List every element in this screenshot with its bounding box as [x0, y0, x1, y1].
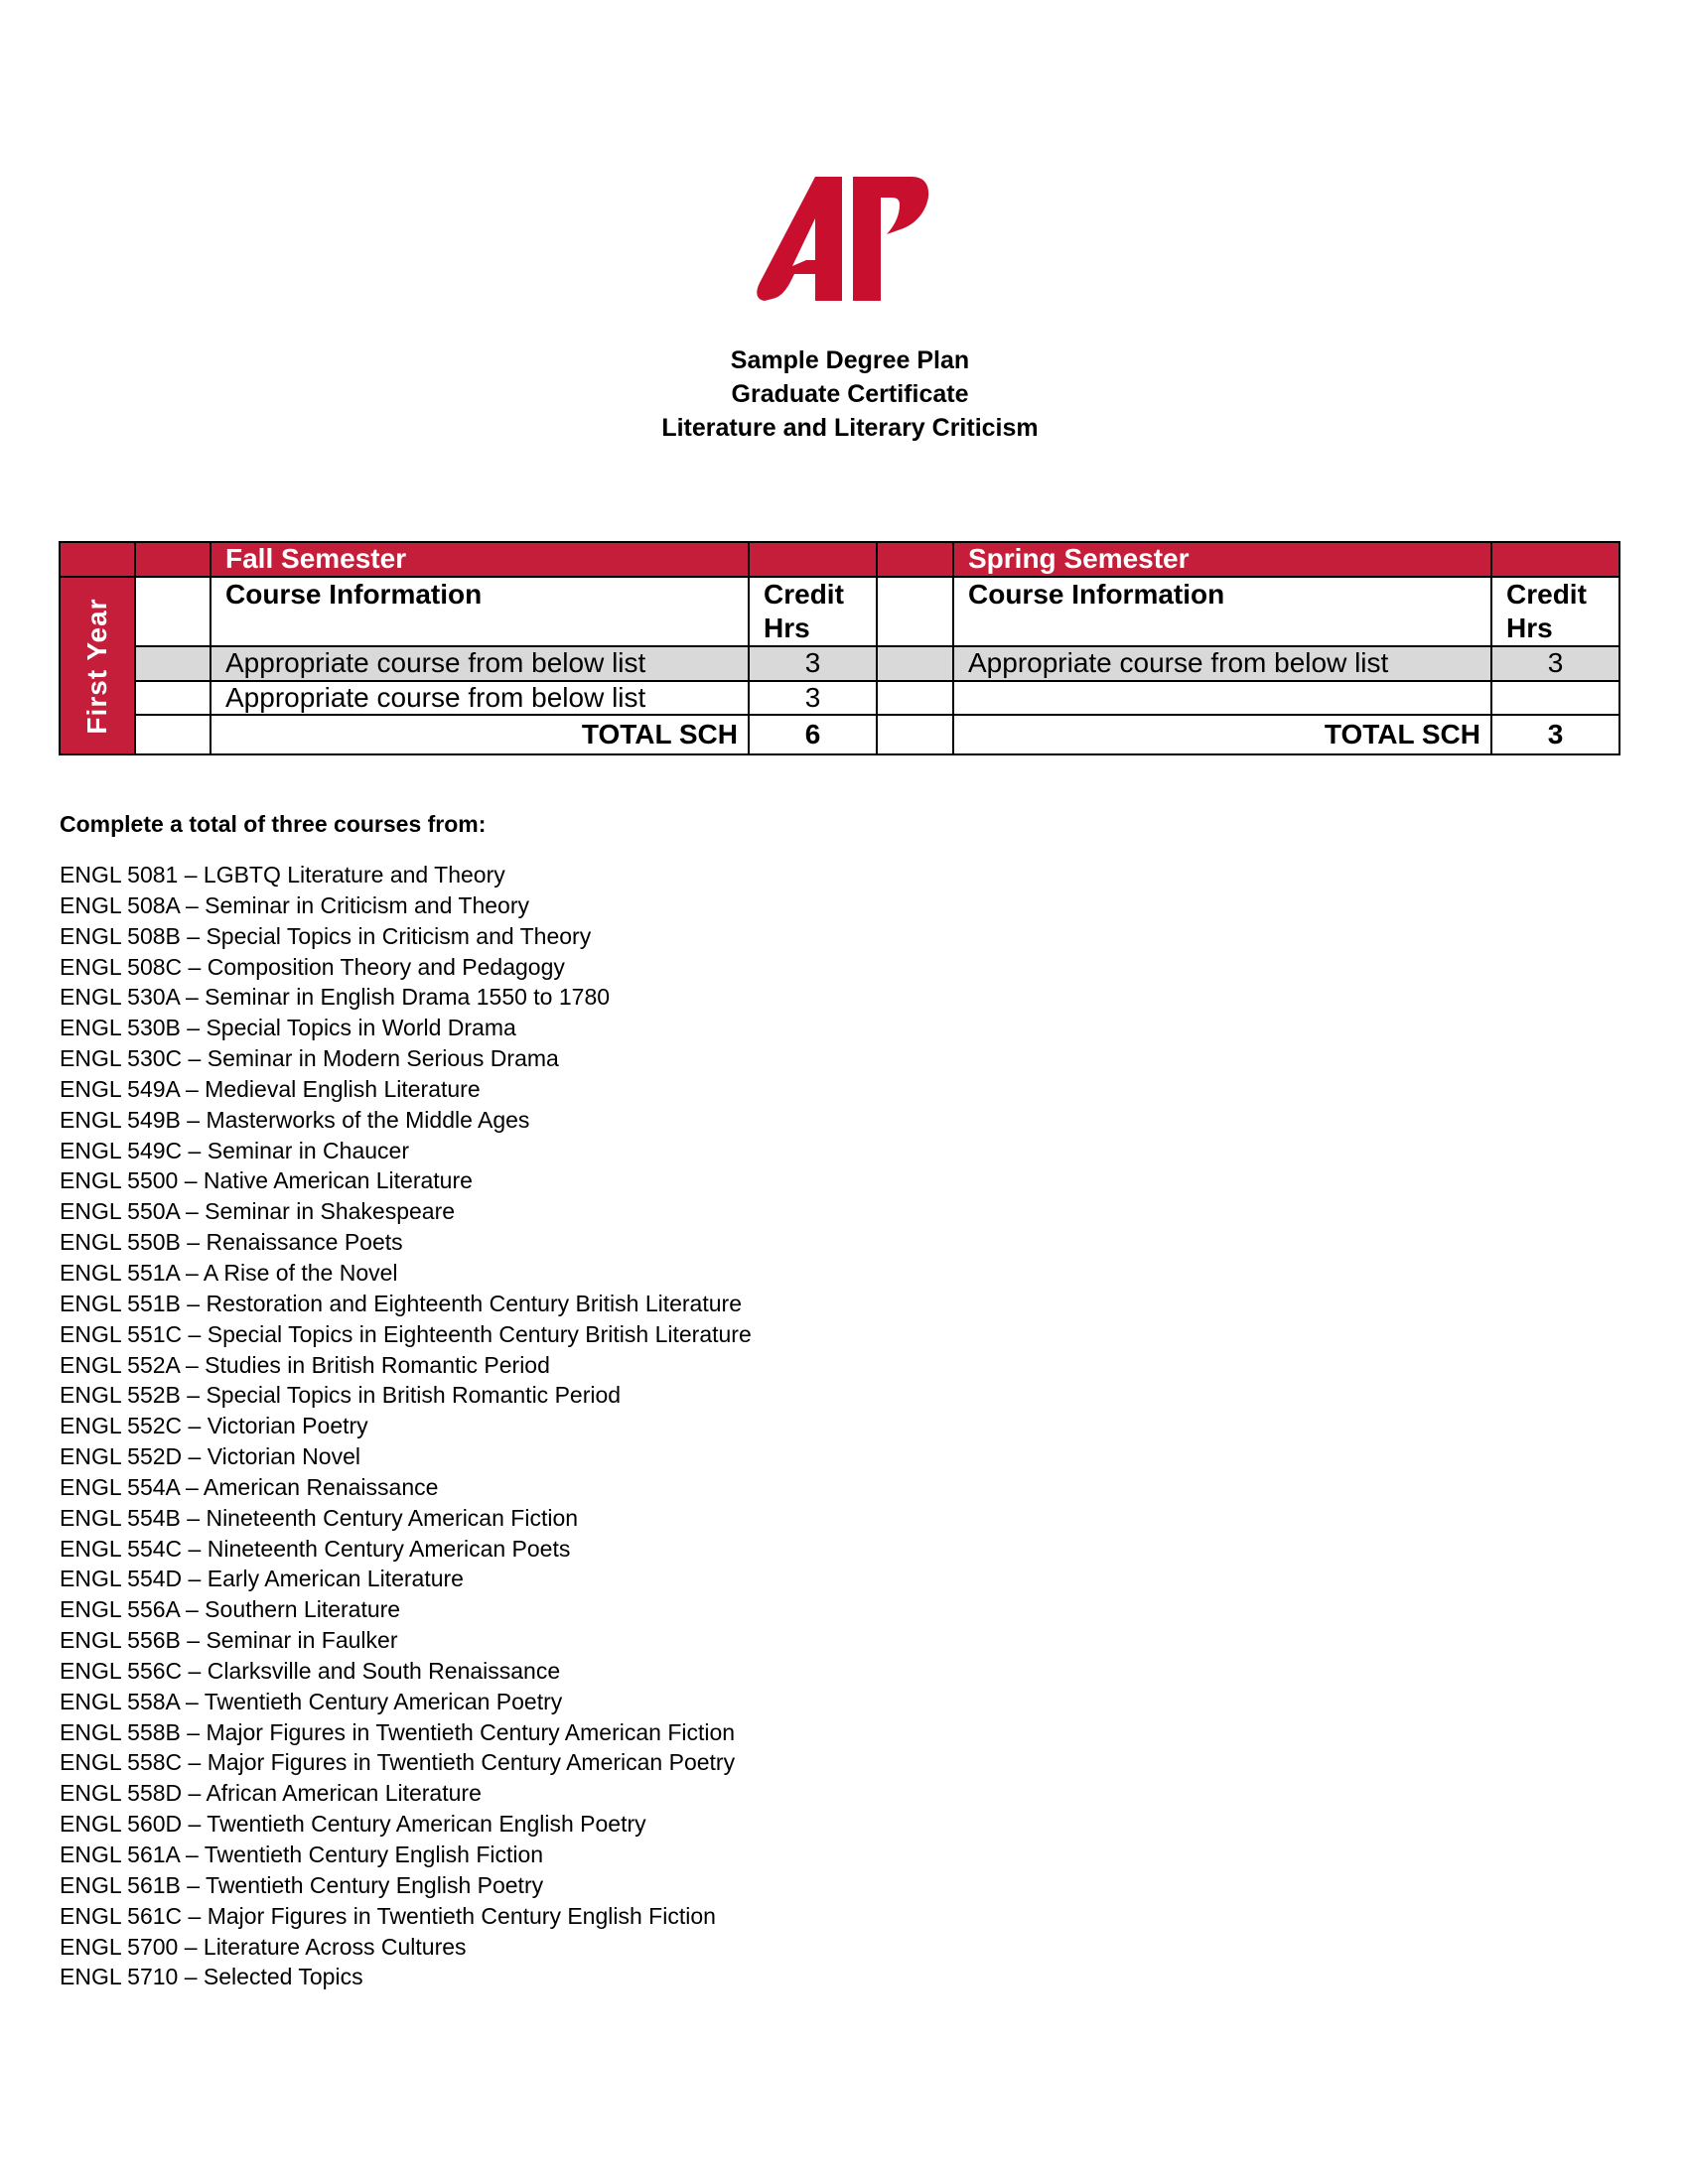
column-header-row [60, 577, 1619, 646]
course-list-item: ENGL 551B – Restoration and Eighteenth Century British Literature [60, 1290, 742, 1316]
spring-course-cell: Appropriate course from below list [953, 646, 1491, 681]
course-row-1 [60, 646, 1619, 681]
course-list-item: ENGL 551C – Special Topics in Eighteenth Century British Literature [60, 1320, 752, 1347]
course-list-item: ENGL 550B – Renaissance Poets [60, 1229, 403, 1256]
year-label: First Year [81, 597, 112, 735]
spring-total-value: 3 [1491, 715, 1619, 754]
course-list-item: ENGL 551A – A Rise of the Novel [60, 1259, 398, 1286]
course-list-item: ENGL 549A – Medieval English Literature [60, 1075, 481, 1102]
course-list-item: ENGL 556B – Seminar in Faulker [60, 1627, 398, 1654]
fall-credit-cell: 3 [749, 681, 877, 715]
course-list-item: ENGL 556C – Clarksville and South Renaissance [60, 1657, 561, 1684]
credit-label: Credit [1506, 579, 1587, 610]
course-list-item: ENGL 549B – Masterworks of the Middle Ages [60, 1106, 530, 1133]
fall-semester-header: Fall Semester [211, 542, 749, 577]
corner-cell [60, 542, 135, 577]
course-list-item: ENGL 554D – Early American Literature [60, 1566, 464, 1592]
requirements-heading: Complete a total of three courses from: [60, 811, 487, 837]
course-list-item: ENGL 558D – African American Literature [60, 1780, 482, 1807]
course-list-item: ENGL 561B – Twentieth Century English Poetry [60, 1871, 544, 1898]
course-list-item: ENGL 549C – Seminar in Chaucer [60, 1137, 409, 1163]
document-title [0, 343, 1688, 445]
course-row-2 [60, 681, 1619, 715]
course-list-item: ENGL 5081 – LGBTQ Literature and Theory [60, 862, 505, 887]
course-list-item: ENGL 554C – Nineteenth Century American Poets [60, 1535, 571, 1562]
total-row [60, 715, 1619, 754]
course-list [60, 860, 752, 1992]
course-list-item: ENGL 530C – Seminar in Modern Serious Drama [60, 1045, 559, 1072]
title-line-1: Sample Degree Plan [730, 346, 970, 374]
course-list-item: ENGL 561C – Major Figures in Twentieth Century English Fiction [60, 1902, 716, 1929]
course-list-item: ENGL 552A – Studies in British Romantic Period [60, 1351, 550, 1378]
spring-spacer-cell [877, 646, 953, 681]
logo-letter-a [757, 177, 842, 301]
semester-header-row [60, 542, 1619, 577]
spring-semester-header: Spring Semester [953, 542, 1491, 577]
course-list-item: ENGL 508B – Special Topics in Criticism and Theory [60, 922, 592, 949]
hrs-label: Hrs [1506, 613, 1553, 643]
fall-spacer-cell [135, 542, 211, 577]
course-list-item: ENGL 5710 – Selected Topics [60, 1964, 363, 1990]
university-logo-icon [745, 164, 943, 313]
fall-course-cell: Appropriate course from below list [211, 646, 749, 681]
title-line-2: Graduate Certificate [731, 380, 969, 408]
course-list-item: ENGL 508A – Seminar in Criticism and Theory [60, 891, 529, 918]
fall-total-label: TOTAL SCH [211, 715, 749, 754]
spring-total-label: TOTAL SCH [953, 715, 1491, 754]
hrs-label: Hrs [764, 613, 810, 643]
course-list-item: ENGL 560D – Twentieth Century American English Poetry [60, 1811, 646, 1838]
course-list-item: ENGL 552C – Victorian Poetry [60, 1413, 368, 1439]
spring-course-cell [953, 681, 1491, 715]
fall-spacer-cell [135, 577, 211, 646]
fall-credit-header-cell [749, 542, 877, 577]
course-list-item: ENGL 554A – American Renaissance [60, 1473, 439, 1500]
course-list-item: ENGL 530B – Special Topics in World Drama [60, 1015, 516, 1041]
course-list-item: ENGL 508C – Composition Theory and Pedagogy [60, 953, 565, 980]
spring-credit-hrs-header [1491, 577, 1619, 646]
course-list-item: ENGL 558C – Major Figures in Twentieth Century American Poetry [60, 1749, 736, 1776]
fall-credit-cell: 3 [749, 646, 877, 681]
spring-credit-header-cell [1491, 542, 1619, 577]
spring-credit-cell: 3 [1491, 646, 1619, 681]
course-list-item: ENGL 5700 – Literature Across Cultures [60, 1933, 467, 1960]
course-list-item: ENGL 550A – Seminar in Shakespeare [60, 1198, 456, 1225]
year-label-cell [60, 577, 135, 754]
fall-credit-hrs-header [749, 577, 877, 646]
fall-spacer-cell [135, 681, 211, 715]
course-list-item: ENGL 554B – Nineteenth Century American Fiction [60, 1504, 579, 1531]
credit-label: Credit [764, 579, 844, 610]
fall-course-info-header: Course Information [211, 577, 749, 646]
course-list-item: ENGL 530A – Seminar in English Drama 1550 to 1780 [60, 984, 611, 1011]
course-list-item: ENGL 552B – Special Topics in British Romantic Period [60, 1382, 622, 1409]
course-list-item: ENGL 558B – Major Figures in Twentieth Century American Fiction [60, 1718, 736, 1745]
course-list-item: ENGL 556A – Southern Literature [60, 1596, 401, 1623]
spring-course-info-header: Course Information [953, 577, 1491, 646]
fall-spacer-cell [135, 646, 211, 681]
course-list-item: ENGL 558A – Twentieth Century American Poetry [60, 1688, 563, 1714]
spring-credit-cell [1491, 681, 1619, 715]
course-list-item: ENGL 5500 – Native American Literature [60, 1167, 473, 1194]
course-list-item: ENGL 552D – Victorian Novel [60, 1443, 360, 1470]
spring-spacer-cell [877, 577, 953, 646]
fall-course-cell: Appropriate course from below list [211, 681, 749, 715]
spring-spacer-cell [877, 715, 953, 754]
fall-total-value: 6 [749, 715, 877, 754]
spring-spacer-cell [877, 542, 953, 577]
fall-spacer-cell [135, 715, 211, 754]
logo-letter-p [853, 177, 928, 301]
degree-plan-table [59, 541, 1620, 755]
spring-spacer-cell [877, 681, 953, 715]
title-line-3: Literature and Literary Criticism [661, 414, 1039, 442]
course-list-item: ENGL 561A – Twentieth Century English Fiction [60, 1842, 544, 1867]
